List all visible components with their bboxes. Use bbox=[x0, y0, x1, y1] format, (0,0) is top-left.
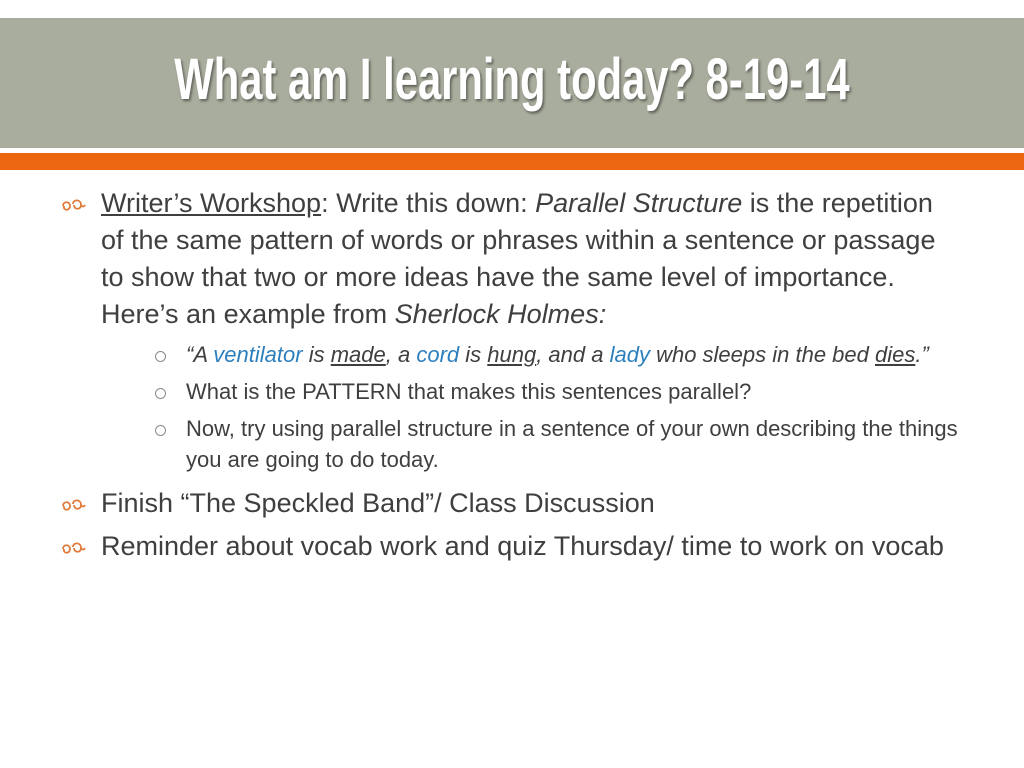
bullet-vocab-reminder bbox=[60, 528, 960, 565]
quote-part: , a bbox=[385, 342, 417, 367]
hollow-circle-icon bbox=[155, 351, 166, 362]
underlined-word: dies bbox=[875, 342, 916, 367]
bullet-writers-workshop bbox=[60, 185, 960, 475]
source-title: Sherlock Holmes: bbox=[394, 299, 607, 329]
curl-swirl-icon bbox=[60, 540, 86, 556]
bullet-text: Reminder about vocab work and quiz Thursday/ time to work on vocab bbox=[101, 531, 944, 561]
sub-bullet-text: Now, try using parallel structure in a sentence of your own describing the things you are going to do today. bbox=[186, 416, 958, 472]
intro-text: Write this down: bbox=[328, 188, 536, 218]
sub-bullet-pattern-question bbox=[186, 376, 986, 407]
curl-swirl-icon bbox=[60, 497, 86, 513]
writers-workshop-heading: Writer’s Workshop bbox=[101, 188, 322, 218]
sub-bullet-quote bbox=[186, 339, 986, 370]
sub-bullet-list bbox=[101, 339, 960, 475]
quote-part: is bbox=[459, 342, 488, 367]
bullet-text: Finish “The Speckled Band”/ Class Discussion bbox=[101, 488, 655, 518]
highlight-word: cord bbox=[416, 342, 460, 367]
heading-colon: : bbox=[321, 188, 329, 218]
underlined-word: hung bbox=[487, 342, 537, 367]
quote-part: is bbox=[302, 342, 331, 367]
quote-part: “A bbox=[186, 342, 214, 367]
accent-bar bbox=[0, 153, 1024, 170]
underlined-word: made bbox=[330, 342, 386, 367]
quote-part: , and a bbox=[536, 342, 610, 367]
slide-content bbox=[60, 185, 960, 571]
quote-part: .” bbox=[915, 342, 929, 367]
highlight-word: ventilator bbox=[213, 342, 303, 367]
curl-swirl-icon bbox=[60, 197, 86, 213]
slide-title: What am I learning today? 8-19-14 bbox=[174, 46, 850, 112]
definition-text: is the repetition of the same pattern of words or phrases within a sentence or passage to show that two or more ideas have the same level of importance. Here’s an example from bbox=[101, 188, 936, 329]
hollow-circle-icon bbox=[155, 388, 166, 399]
sub-bullet-try-it bbox=[186, 413, 986, 475]
term-parallel-structure: Parallel Structure bbox=[535, 188, 743, 218]
bullet-speckled-band bbox=[60, 485, 960, 522]
hollow-circle-icon bbox=[155, 425, 166, 436]
highlight-word: lady bbox=[609, 342, 650, 367]
sub-bullet-text: What is the PATTERN that makes this sentences parallel? bbox=[186, 379, 752, 404]
title-band bbox=[0, 18, 1024, 148]
quote-part: who sleeps in the bed bbox=[649, 342, 875, 367]
